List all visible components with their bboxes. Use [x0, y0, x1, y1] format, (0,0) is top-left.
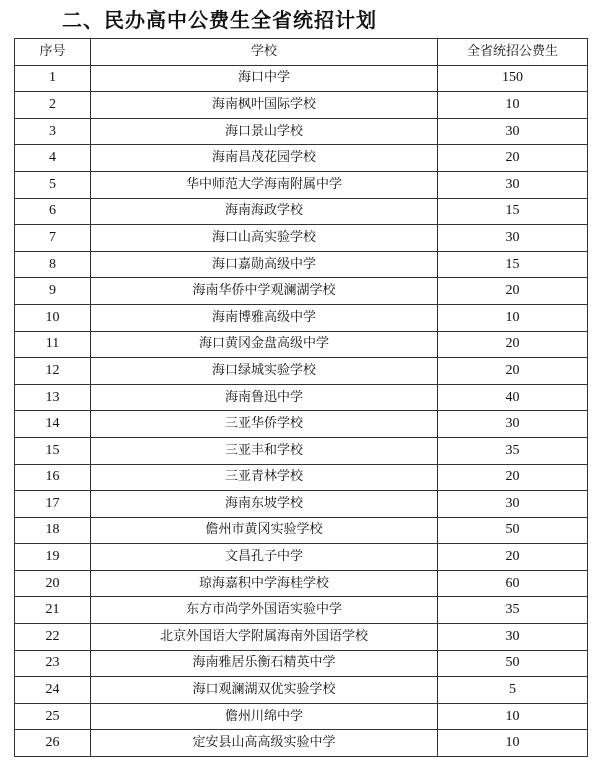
table-row — [15, 145, 588, 172]
row-quota: 30 — [438, 118, 588, 145]
row-index: 19 — [15, 544, 91, 571]
row-school: 海南博雅高级中学 — [91, 304, 438, 331]
row-quota: 150 — [438, 65, 588, 92]
header-school: 学校 — [91, 39, 438, 66]
row-quota: 5 — [438, 677, 588, 704]
row-quota: 35 — [438, 437, 588, 464]
table-row — [15, 411, 588, 438]
row-school: 海口山高实验学校 — [91, 225, 438, 252]
row-index: 8 — [15, 251, 91, 278]
row-index: 24 — [15, 677, 91, 704]
row-school: 儋州市黄冈实验学校 — [91, 517, 438, 544]
row-index: 1 — [15, 65, 91, 92]
table-row — [15, 358, 588, 385]
row-school: 海南枫叶国际学校 — [91, 92, 438, 119]
row-index: 17 — [15, 491, 91, 518]
row-school: 海口绿城实验学校 — [91, 358, 438, 385]
row-school: 海口嘉勋高级中学 — [91, 251, 438, 278]
table-row — [15, 677, 588, 704]
row-school: 海南东坡学校 — [91, 491, 438, 518]
table-row — [15, 304, 588, 331]
row-index: 7 — [15, 225, 91, 252]
row-index: 16 — [15, 464, 91, 491]
row-index: 23 — [15, 650, 91, 677]
table-row — [15, 517, 588, 544]
row-school: 海口景山学校 — [91, 118, 438, 145]
row-quota: 30 — [438, 624, 588, 651]
row-index: 4 — [15, 145, 91, 172]
table-row — [15, 92, 588, 119]
row-quota: 40 — [438, 384, 588, 411]
table-row — [15, 225, 588, 252]
row-index: 12 — [15, 358, 91, 385]
row-quota: 60 — [438, 570, 588, 597]
table-row — [15, 624, 588, 651]
table-row — [15, 703, 588, 730]
page-title: 二、民办高中公费生全省统招计划 — [62, 8, 377, 32]
row-index: 11 — [15, 331, 91, 358]
row-quota: 50 — [438, 650, 588, 677]
row-quota: 30 — [438, 411, 588, 438]
row-index: 15 — [15, 437, 91, 464]
row-quota: 20 — [438, 544, 588, 571]
table-row — [15, 730, 588, 757]
table-row — [15, 544, 588, 571]
row-school: 海口观澜湖双优实验学校 — [91, 677, 438, 704]
table-row — [15, 570, 588, 597]
table-row — [15, 597, 588, 624]
table-row — [15, 384, 588, 411]
row-quota: 20 — [438, 331, 588, 358]
row-quota: 20 — [438, 464, 588, 491]
header-index: 序号 — [15, 39, 91, 66]
row-index: 22 — [15, 624, 91, 651]
row-index: 26 — [15, 730, 91, 757]
row-school: 三亚华侨学校 — [91, 411, 438, 438]
table-row — [15, 650, 588, 677]
table-row — [15, 251, 588, 278]
table-row — [15, 278, 588, 305]
row-school: 定安县山高高级实验中学 — [91, 730, 438, 757]
row-school: 海口中学 — [91, 65, 438, 92]
row-quota: 15 — [438, 198, 588, 225]
row-index: 2 — [15, 92, 91, 119]
row-quota: 30 — [438, 225, 588, 252]
table-row — [15, 198, 588, 225]
row-school: 三亚丰和学校 — [91, 437, 438, 464]
row-school: 三亚青林学校 — [91, 464, 438, 491]
row-school: 海南海政学校 — [91, 198, 438, 225]
row-index: 25 — [15, 703, 91, 730]
row-index: 5 — [15, 171, 91, 198]
row-index: 9 — [15, 278, 91, 305]
row-school: 海南华侨中学观澜湖学校 — [91, 278, 438, 305]
table-row — [15, 118, 588, 145]
row-school: 华中师范大学海南附属中学 — [91, 171, 438, 198]
table-row — [15, 331, 588, 358]
row-index: 3 — [15, 118, 91, 145]
row-quota: 20 — [438, 145, 588, 172]
row-index: 20 — [15, 570, 91, 597]
table-row — [15, 464, 588, 491]
row-school: 海南雅居乐衡石精英中学 — [91, 650, 438, 677]
row-school: 儋州川绵中学 — [91, 703, 438, 730]
row-quota: 10 — [438, 92, 588, 119]
row-school: 北京外国语大学附属海南外国语学校 — [91, 624, 438, 651]
table-row — [15, 65, 588, 92]
row-school: 海南昌茂花园学校 — [91, 145, 438, 172]
row-school: 文昌孔子中学 — [91, 544, 438, 571]
row-school: 海南鲁迅中学 — [91, 384, 438, 411]
row-index: 21 — [15, 597, 91, 624]
row-school: 海口黄冈金盘高级中学 — [91, 331, 438, 358]
row-index: 6 — [15, 198, 91, 225]
row-quota: 30 — [438, 491, 588, 518]
row-school: 东方市尚学外国语实验中学 — [91, 597, 438, 624]
table-row — [15, 491, 588, 518]
table-header-row — [15, 39, 588, 66]
row-quota: 10 — [438, 730, 588, 757]
row-quota: 10 — [438, 703, 588, 730]
row-quota: 30 — [438, 171, 588, 198]
row-index: 13 — [15, 384, 91, 411]
row-quota: 35 — [438, 597, 588, 624]
enrollment-table — [14, 38, 588, 757]
row-quota: 50 — [438, 517, 588, 544]
row-school: 琼海嘉积中学海桂学校 — [91, 570, 438, 597]
header-quota: 全省统招公费生 — [438, 39, 588, 66]
row-quota: 20 — [438, 358, 588, 385]
row-index: 18 — [15, 517, 91, 544]
row-index: 14 — [15, 411, 91, 438]
row-quota: 20 — [438, 278, 588, 305]
row-index: 10 — [15, 304, 91, 331]
row-quota: 10 — [438, 304, 588, 331]
row-quota: 15 — [438, 251, 588, 278]
table-row — [15, 171, 588, 198]
table-row — [15, 437, 588, 464]
